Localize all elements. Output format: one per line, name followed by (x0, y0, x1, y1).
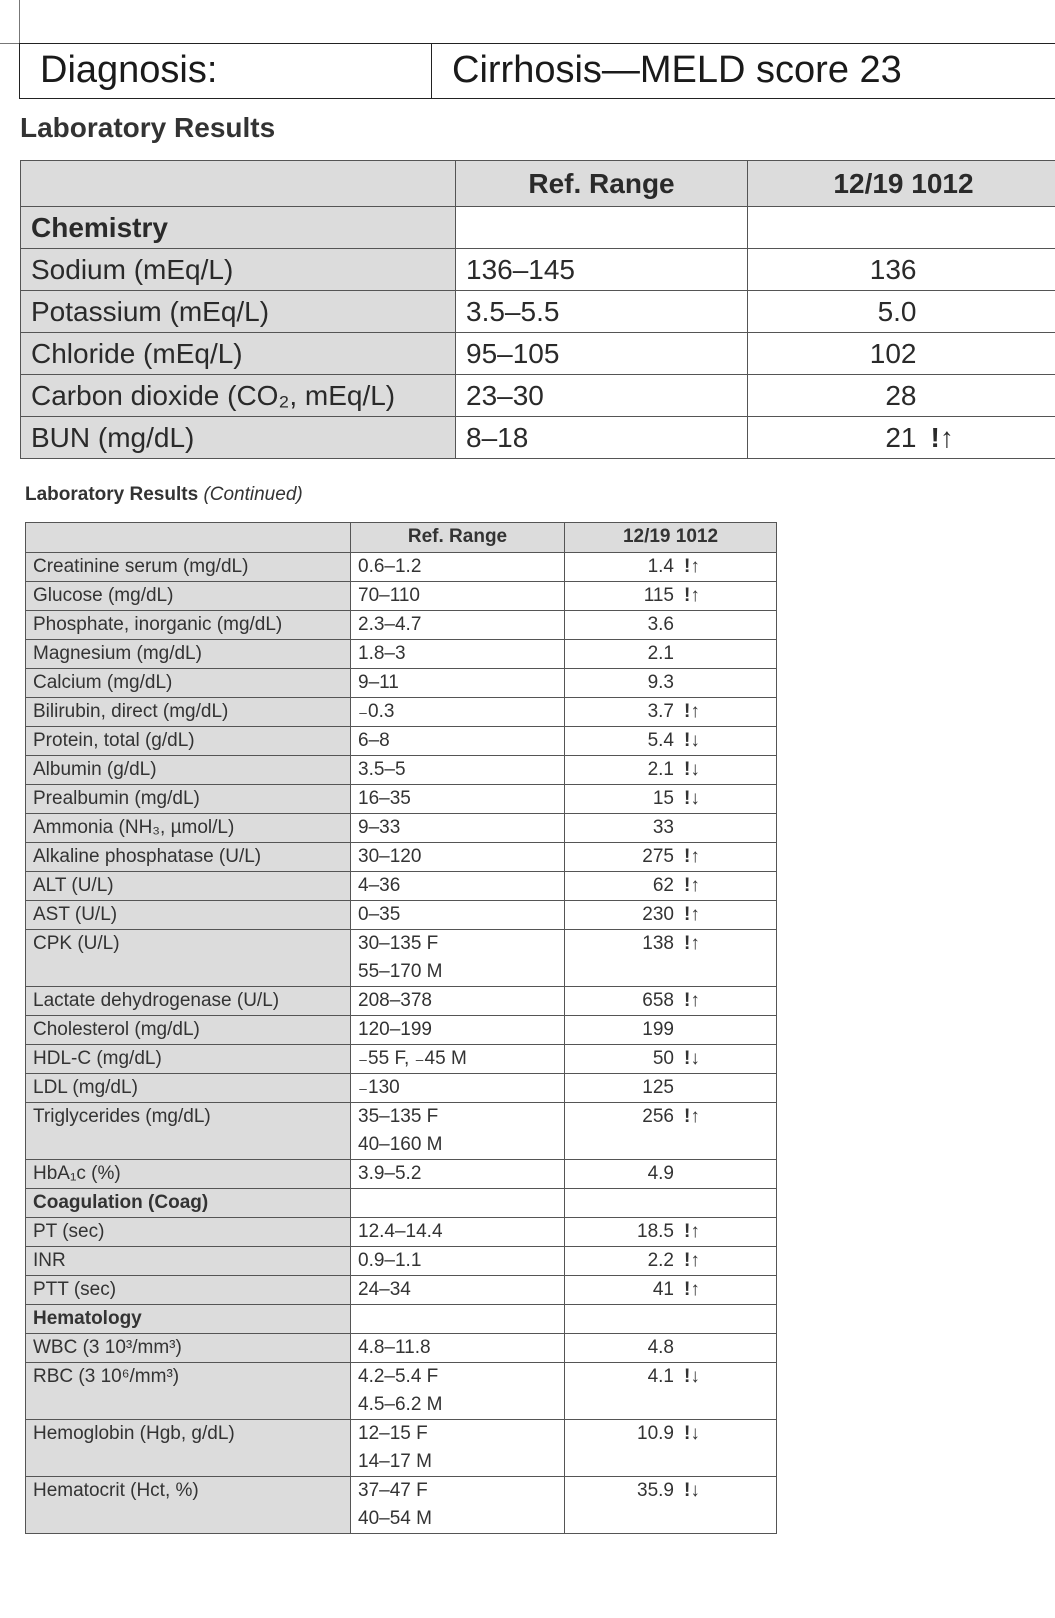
ref-range-line: 6–8 (358, 730, 390, 751)
flag-icon: !↑ (684, 1221, 700, 1242)
header-test (26, 523, 351, 553)
test-name: Bilirubin, direct (mg/dL) (26, 698, 351, 727)
table-row (26, 727, 777, 756)
table-row (21, 291, 1055, 333)
result-value: 9.3 (647, 672, 674, 693)
result-value: 658 (642, 990, 674, 1011)
result-value: 62 (652, 875, 674, 896)
result-cell (565, 582, 777, 611)
empty-cell (748, 207, 1055, 249)
ref-range-line: 2.3–4.7 (358, 614, 422, 635)
result-cell (565, 727, 777, 756)
header-ref-range: Ref. Range (351, 523, 565, 553)
ref-range: 136–145 (456, 249, 748, 291)
ref-range (351, 727, 565, 756)
flag-icon: !↑ (684, 701, 700, 722)
result-cell (565, 843, 777, 872)
result-cell (565, 785, 777, 814)
result-value: 50 (652, 1048, 674, 1069)
result-cell (565, 1016, 777, 1045)
ref-range-line: 208–378 (358, 990, 432, 1011)
ref-range-line: 9–33 (358, 817, 401, 838)
result-cell (565, 1334, 777, 1363)
header-ref-range: Ref. Range (456, 161, 748, 207)
ref-range (351, 1363, 565, 1420)
table-row (26, 1334, 777, 1363)
result-cell (565, 930, 777, 987)
test-name: Alkaline phosphatase (U/L) (26, 843, 351, 872)
ref-range (351, 1045, 565, 1074)
test-name: Protein, total (g/dL) (26, 727, 351, 756)
result-value: 2.1 (647, 759, 674, 780)
ref-range (351, 987, 565, 1016)
test-name: Ammonia (NH₃, µmol/L) (26, 814, 351, 843)
result-value: 199 (642, 1019, 674, 1040)
chemistry-header-row (21, 161, 1055, 207)
flag-icon: !↑ (684, 1250, 700, 1271)
result-cell (748, 417, 1055, 459)
ref-range-line: ₋55 F, ₋45 M (358, 1048, 467, 1069)
flag-icon: !↓ (684, 1366, 700, 1387)
table-row (26, 1045, 777, 1074)
result-value: 138 (642, 933, 674, 954)
flag-icon: !↑ (684, 904, 700, 925)
test-name: Carbon dioxide (CO₂, mEq/L) (21, 375, 456, 417)
result-value: 28 (885, 379, 917, 411)
continued-table (25, 522, 777, 1534)
table-row (26, 901, 777, 930)
table-row (26, 814, 777, 843)
test-name: Glucose (mg/dL) (26, 582, 351, 611)
ref-range (351, 756, 565, 785)
ref-range-line: 37–47 F (358, 1480, 428, 1501)
result-value: 102 (869, 337, 917, 369)
flag-icon: !↑ (930, 421, 954, 453)
section-row (26, 1189, 777, 1218)
table-row (26, 669, 777, 698)
table-row (26, 1160, 777, 1189)
result-cell (748, 249, 1055, 291)
test-name: Potassium (mEq/L) (21, 291, 456, 333)
table-row (26, 1103, 777, 1160)
result-cell (565, 611, 777, 640)
result-cell (748, 333, 1055, 375)
ref-range: 95–105 (456, 333, 748, 375)
test-name: PTT (sec) (26, 1276, 351, 1305)
result-value: 125 (642, 1077, 674, 1098)
result-cell (565, 669, 777, 698)
ref-range (351, 698, 565, 727)
flag-icon: !↓ (684, 759, 700, 780)
continued-title-suffix: (Continued) (203, 484, 303, 505)
ref-range-line: 35–135 F (358, 1106, 439, 1127)
table-row (26, 756, 777, 785)
table-row (26, 1363, 777, 1420)
ref-range-line: 12.4–14.4 (358, 1221, 443, 1242)
ref-range-line: 30–120 (358, 846, 422, 867)
ref-range-line: 1.8–3 (358, 643, 406, 664)
chemistry-table (20, 160, 1055, 459)
test-name: LDL (mg/dL) (26, 1074, 351, 1103)
test-name: Hematocrit (Hct, %) (26, 1477, 351, 1534)
test-name: WBC (3 10³/mm³) (26, 1334, 351, 1363)
ref-range-line: 40–54 M (358, 1508, 432, 1529)
result-cell (565, 814, 777, 843)
continued-header-row (26, 523, 777, 553)
ref-range-line: 14–17 M (358, 1451, 432, 1472)
ref-range-line: 3.9–5.2 (358, 1163, 422, 1184)
test-name: Phosphate, inorganic (mg/dL) (26, 611, 351, 640)
ref-range-line: 9–11 (358, 672, 399, 693)
header-date: 12/19 1012 (748, 161, 1055, 207)
empty-cell (351, 1305, 565, 1334)
result-cell (565, 1363, 777, 1420)
ref-range (351, 1103, 565, 1160)
table-row (26, 872, 777, 901)
test-name: Calcium (mg/dL) (26, 669, 351, 698)
ref-range-line: 12–15 F (358, 1423, 428, 1444)
result-value: 18.5 (637, 1221, 674, 1242)
ref-range-line: 120–199 (358, 1019, 432, 1040)
table-row (26, 611, 777, 640)
ref-range (351, 1276, 565, 1305)
ref-range (351, 553, 565, 582)
test-name: CPK (U/L) (26, 930, 351, 987)
ref-range: 8–18 (456, 417, 748, 459)
result-cell (565, 1103, 777, 1160)
header-test (21, 161, 456, 207)
empty-cell (456, 207, 748, 249)
test-name: Creatinine serum (mg/dL) (26, 553, 351, 582)
table-row (26, 582, 777, 611)
ref-range (351, 843, 565, 872)
result-value: 1.4 (647, 556, 674, 577)
result-value: 35.9 (637, 1480, 674, 1501)
ref-range (351, 1074, 565, 1103)
ref-range (351, 1247, 565, 1276)
result-value: 41 (652, 1279, 674, 1300)
table-row (26, 553, 777, 582)
result-cell (565, 640, 777, 669)
result-value: 256 (642, 1106, 674, 1127)
result-cell (565, 1477, 777, 1534)
table-row (26, 843, 777, 872)
result-cell (565, 1420, 777, 1477)
ref-range-line: 4–36 (358, 875, 401, 896)
result-value: 10.9 (637, 1423, 674, 1444)
result-value: 275 (642, 846, 674, 867)
result-cell (748, 291, 1055, 333)
table-row (21, 249, 1055, 291)
flag-icon: !↑ (684, 990, 700, 1011)
result-value: 5.0 (877, 295, 917, 327)
ref-range (351, 901, 565, 930)
result-value: 115 (643, 585, 674, 606)
test-name: HbA₁c (%) (26, 1160, 351, 1189)
ref-range-line: ₋0.3 (358, 701, 395, 722)
table-row (26, 1477, 777, 1534)
result-value: 4.8 (647, 1337, 674, 1358)
result-cell (565, 1160, 777, 1189)
continued-title (25, 484, 303, 506)
ref-range (351, 1334, 565, 1363)
flag-icon: !↑ (684, 1279, 700, 1300)
ref-range (351, 814, 565, 843)
result-value: 21 (885, 421, 917, 453)
section-row (21, 207, 1055, 249)
table-row (26, 640, 777, 669)
test-name: Hemoglobin (Hgb, g/dL) (26, 1420, 351, 1477)
result-cell (565, 1218, 777, 1247)
result-value: 3.6 (647, 614, 674, 635)
flag-icon: !↓ (684, 730, 700, 751)
result-value: 4.1 (647, 1366, 674, 1387)
result-value: 2.1 (647, 643, 674, 664)
test-name: Chloride (mEq/L) (21, 333, 456, 375)
test-name: PT (sec) (26, 1218, 351, 1247)
result-cell (748, 375, 1055, 417)
ref-range-line: 70–110 (358, 585, 420, 606)
table-row (26, 1218, 777, 1247)
ref-range (351, 872, 565, 901)
ref-range (351, 1477, 565, 1534)
result-cell (565, 872, 777, 901)
ref-range (351, 930, 565, 987)
empty-cell (565, 1305, 777, 1334)
ref-range-line: 0–35 (358, 904, 401, 925)
table-row (21, 375, 1055, 417)
result-cell (565, 901, 777, 930)
ref-range (351, 611, 565, 640)
ref-range-line: 16–35 (358, 788, 411, 809)
result-cell (565, 1045, 777, 1074)
ref-range-line: 3.5–5 (358, 759, 406, 780)
ref-range-line: 55–170 M (358, 961, 443, 982)
ref-range: 23–30 (456, 375, 748, 417)
result-value: 136 (869, 253, 917, 285)
diagnosis-value: Cirrhosis—MELD score 23 (452, 49, 902, 91)
table-row (26, 1247, 777, 1276)
result-cell (565, 553, 777, 582)
result-cell (565, 1247, 777, 1276)
result-value: 5.4 (647, 730, 674, 751)
ref-range-line: 0.6–1.2 (358, 556, 422, 577)
ref-range-line: 4.5–6.2 M (358, 1394, 443, 1415)
result-cell (565, 1074, 777, 1103)
section-chemistry: Chemistry (21, 207, 456, 249)
test-name: RBC (3 10⁶/mm³) (26, 1363, 351, 1420)
ref-range-line: 0.9–1.1 (358, 1250, 422, 1271)
table-row (26, 698, 777, 727)
test-name: HDL-C (mg/dL) (26, 1045, 351, 1074)
flag-icon: !↑ (684, 1106, 700, 1127)
empty-cell (351, 1189, 565, 1218)
chemistry-rows (21, 249, 1055, 459)
empty-cell (565, 1189, 777, 1218)
table-row (26, 785, 777, 814)
result-cell (565, 756, 777, 785)
result-cell (565, 698, 777, 727)
ref-range: 3.5–5.5 (456, 291, 748, 333)
table-row (26, 1074, 777, 1103)
test-name: Triglycerides (mg/dL) (26, 1103, 351, 1160)
flag-icon: !↑ (684, 875, 700, 896)
ref-range (351, 669, 565, 698)
ref-range (351, 1160, 565, 1189)
test-name: Cholesterol (mg/dL) (26, 1016, 351, 1045)
continued-rows (26, 553, 777, 1534)
result-cell (565, 1276, 777, 1305)
flag-icon: !↓ (684, 1423, 700, 1444)
result-value: 230 (642, 904, 674, 925)
table-row (26, 1016, 777, 1045)
section-label: Coagulation (Coag) (26, 1189, 351, 1218)
table-row (21, 417, 1055, 459)
flag-icon: !↑ (684, 846, 700, 867)
diagnosis-row (19, 43, 1055, 99)
table-row (26, 930, 777, 987)
test-name: Prealbumin (mg/dL) (26, 785, 351, 814)
flag-icon: !↓ (684, 1048, 700, 1069)
ref-range-line: 40–160 M (358, 1134, 443, 1155)
ref-range (351, 582, 565, 611)
table-row (26, 987, 777, 1016)
header-date: 12/19 1012 (565, 523, 777, 553)
table-row (26, 1420, 777, 1477)
table-row (26, 1276, 777, 1305)
test-name: BUN (mg/dL) (21, 417, 456, 459)
ref-range-line: 30–135 F (358, 933, 439, 954)
table-row (21, 333, 1055, 375)
flag-icon: !↓ (684, 788, 700, 809)
ref-range-line: ₋130 (358, 1077, 400, 1098)
test-name: INR (26, 1247, 351, 1276)
test-name: AST (U/L) (26, 901, 351, 930)
section-label: Hematology (26, 1305, 351, 1334)
ref-range (351, 1420, 565, 1477)
result-value: 15 (652, 788, 674, 809)
lab-results-title: Laboratory Results (20, 112, 276, 143)
test-name: Magnesium (mg/dL) (26, 640, 351, 669)
result-value: 4.9 (647, 1163, 674, 1184)
top-corner-line (0, 0, 20, 44)
ref-range-line: 4.8–11.8 (358, 1337, 431, 1358)
ref-range (351, 640, 565, 669)
result-value: 2.2 (647, 1250, 674, 1271)
ref-range-line: 4.2–5.4 F (358, 1366, 439, 1387)
result-value: 3.7 (647, 701, 674, 722)
result-cell (565, 987, 777, 1016)
ref-range (351, 1016, 565, 1045)
continued-title-main: Laboratory Results (25, 484, 199, 505)
test-name: Lactate dehydrogenase (U/L) (26, 987, 351, 1016)
flag-icon: !↑ (684, 556, 700, 577)
ref-range-line: 24–34 (358, 1279, 411, 1300)
test-name: Albumin (g/dL) (26, 756, 351, 785)
test-name: Sodium (mEq/L) (21, 249, 456, 291)
ref-range (351, 1218, 565, 1247)
flag-icon: !↑ (684, 933, 700, 954)
flag-icon: !↓ (684, 1480, 700, 1501)
test-name: ALT (U/L) (26, 872, 351, 901)
diagnosis-label: Diagnosis: (20, 44, 432, 98)
section-row (26, 1305, 777, 1334)
flag-icon: !↑ (684, 585, 700, 606)
result-value: 33 (652, 817, 674, 838)
ref-range (351, 785, 565, 814)
